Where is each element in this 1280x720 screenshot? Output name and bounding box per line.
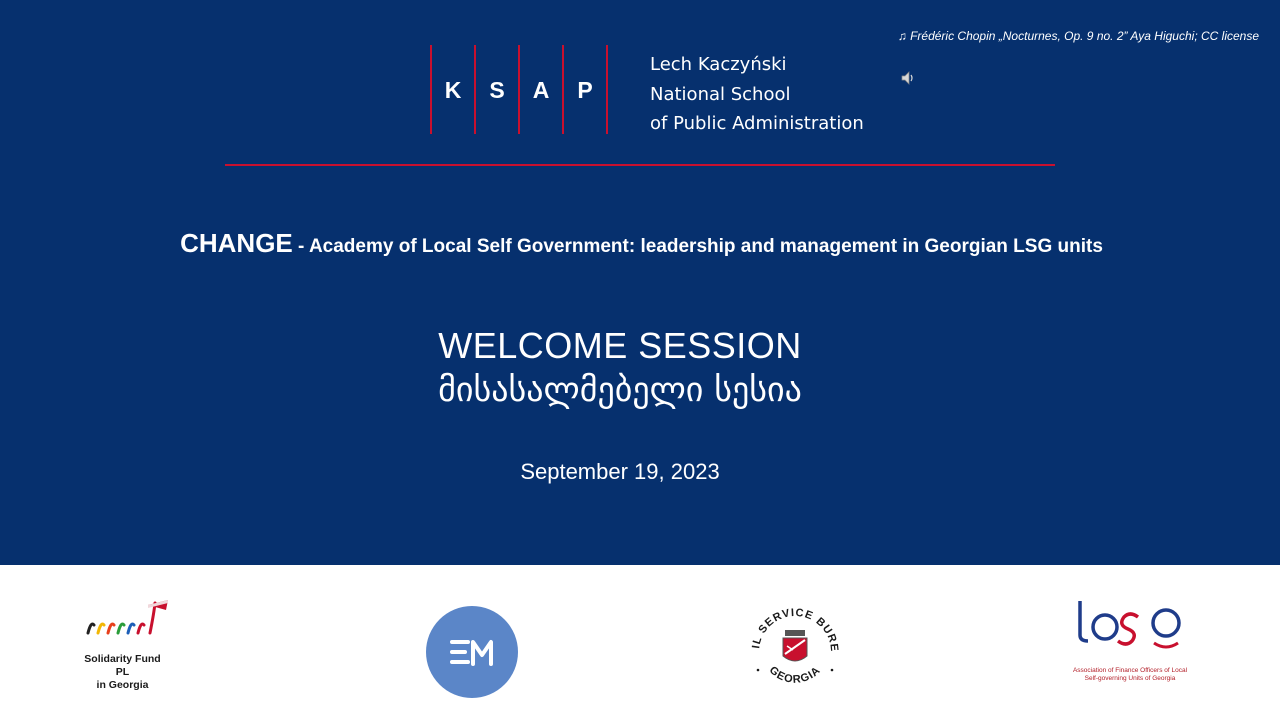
- ksap-letter-p: P: [577, 77, 593, 103]
- school-name-line-2: National School: [650, 83, 791, 105]
- em-logo: [425, 605, 519, 699]
- subtitle-lead: CHANGE: [180, 228, 293, 258]
- welcome-title-georgian: მისასალმებელი სესია: [438, 370, 802, 410]
- association-line-2: Self-governing Units of Georgia: [1084, 675, 1176, 682]
- ksap-letter-s: S: [489, 77, 505, 103]
- csb-top-text: IL SERVICE BURE: [750, 606, 841, 653]
- solidarity-fund-line-2: in Georgia: [96, 679, 149, 691]
- school-name-line-3: of Public Administration: [650, 113, 864, 134]
- association-text: [1060, 667, 1200, 683]
- school-name-line-1: Lech Kaczyński: [650, 54, 787, 75]
- speaker-icon[interactable]: [900, 70, 916, 86]
- association-line-1: Association of Finance Officers of Local: [1072, 667, 1188, 674]
- association-logo: [1060, 595, 1200, 685]
- school-name: [650, 50, 864, 139]
- solidarity-fund-logo: [80, 595, 205, 690]
- solidarity-fund-figures-icon: [80, 595, 180, 650]
- civil-service-bureau-logo: [745, 600, 845, 700]
- ksap-letter-k: K: [444, 77, 462, 103]
- music-credit: ♫ Frédéric Chopin „Nocturnes, Op. 9 no. 2” Aya Higuchi; CC license: [897, 29, 1259, 43]
- solidarity-fund-line-1: Solidarity Fund PL: [84, 653, 161, 678]
- session-date: September 19, 2023: [520, 459, 720, 484]
- header-divider: [225, 164, 1055, 166]
- welcome-title: WELCOME SESSION: [438, 325, 802, 366]
- solidarity-fund-text: [80, 653, 165, 692]
- svg-text:GEORGIA: [767, 664, 823, 686]
- project-subtitle: [0, 228, 1280, 259]
- ksap-letter-a: A: [532, 77, 550, 103]
- ksap-logo: [430, 45, 610, 135]
- partner-logo-bar: [0, 565, 1280, 720]
- subtitle-rest: - Academy of Local Self Government: leadership and management in Georgian LSG units: [292, 236, 1103, 257]
- csb-bottom-text: GEORGIA: [766, 664, 824, 686]
